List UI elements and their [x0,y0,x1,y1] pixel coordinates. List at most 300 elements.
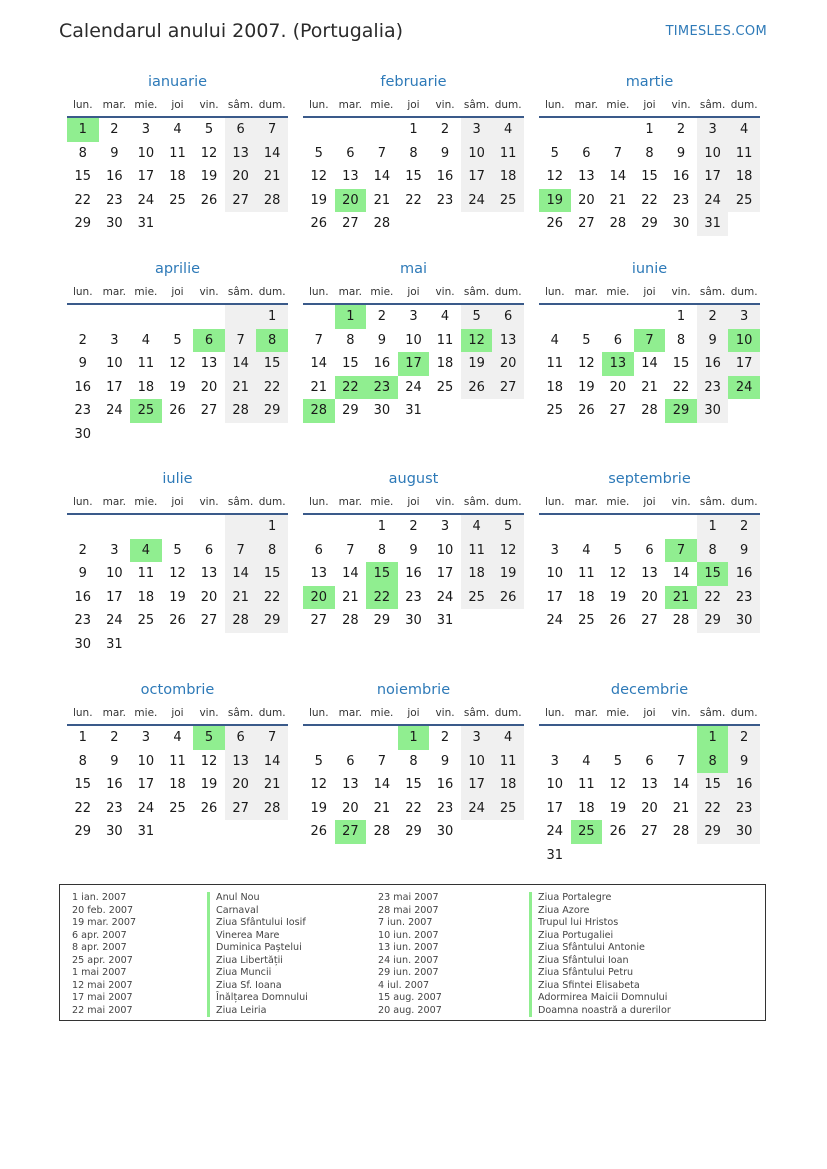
weekday-header [67,702,288,726]
day-cell: 11 [492,750,524,774]
day-cell: 30 [697,399,729,423]
weekday-label: dum. [258,707,286,719]
day-cell: 15 [74,777,92,793]
holiday-dates-right [378,892,442,1017]
weekday-label: vin. [435,99,455,111]
day-cell: 14 [609,169,627,185]
day-cell: 11 [461,539,493,563]
empty-cell [303,726,335,750]
week-row [539,562,760,586]
month-days [67,515,288,657]
day-cell: 7 [613,145,623,161]
weekday-label: mar. [102,99,127,111]
day-cell: 9 [440,753,450,769]
day-cell: 17 [436,566,454,582]
empty-cell [602,726,634,750]
day-cell: 16 [728,562,760,586]
empty-cell [461,609,493,633]
weekday-label: mar. [338,99,363,111]
month-days [539,515,760,633]
holiday-list [59,884,766,1021]
holiday-day-cell: 22 [335,376,367,400]
holiday-date: 13 iun. 2007 [378,942,439,953]
day-cell: 8 [697,539,729,563]
empty-cell [602,844,634,868]
day-cell: 27 [641,824,658,840]
month-days [539,726,760,868]
day-cell: 2 [110,122,119,137]
day-cell: 1 [409,122,418,137]
day-cell: 21 [256,165,288,189]
weekday-label: vin. [671,496,691,508]
weekday-header [539,281,760,305]
empty-cell [99,515,131,539]
day-cell: 7 [377,145,387,161]
weekday-header [539,702,760,726]
holiday-names-right [529,892,671,1017]
day-cell: 28 [609,216,627,232]
day-cell: 26 [609,613,627,629]
day-cell: 23 [436,800,454,816]
holiday-date: 25 apr. 2007 [72,954,133,966]
day-cell: 19 [609,800,627,816]
week-row [303,165,524,189]
weekday-label: lun. [544,99,565,111]
day-cell: 15 [74,169,92,185]
weekday-label: dum. [494,707,522,719]
day-cell: 8 [409,753,418,769]
empty-cell [492,399,524,423]
day-cell: 24 [697,189,729,213]
day-cell: 13 [641,566,658,582]
day-cell: 30 [106,824,123,840]
empty-cell [571,118,603,142]
weekday-label: sâm. [227,99,254,111]
day-cell: 30 [436,824,454,840]
week-row [303,118,524,142]
weekday-label: joi [407,707,420,719]
day-cell: 4 [550,332,559,348]
day-cell: 12 [578,356,595,372]
day-cell: 17 [106,379,123,395]
holiday-day-cell: 21 [665,586,697,610]
day-cell: 23 [106,800,123,816]
weekday-label: mie. [134,286,158,298]
day-cell: 7 [676,753,686,769]
month-martie [539,72,760,236]
week-row [303,212,524,236]
week-row [67,797,288,821]
month-ianuarie [67,72,288,236]
day-cell: 4 [141,332,151,348]
day-cell: 5 [582,332,591,348]
day-cell: 6 [204,542,214,558]
site-link[interactable]: TIMESLES.COM [665,24,767,39]
holiday-day-cell: 12 [461,329,493,353]
day-cell: 13 [310,566,328,582]
week-row [67,562,288,586]
week-row [303,515,524,539]
empty-cell [99,423,131,447]
day-cell: 23 [405,589,422,605]
day-cell: 28 [672,824,690,840]
day-cell: 22 [74,192,92,208]
day-cell: 25 [169,800,186,816]
weekday-label: sâm. [699,286,726,298]
empty-cell [366,118,398,142]
holiday-name: Ziua Libertății [207,955,308,968]
day-cell: 24 [546,824,564,840]
empty-cell [571,844,603,868]
day-cell: 2 [728,515,760,539]
day-cell: 27 [225,189,257,213]
day-cell: 10 [546,566,564,582]
day-cell: 5 [173,542,182,558]
day-cell: 21 [609,192,627,208]
weekday-header [67,491,288,515]
day-cell: 9 [377,332,387,348]
weekday-label: sâm. [227,496,254,508]
weekday-label: vin. [435,286,455,298]
day-cell: 8 [409,145,418,161]
day-cell: 2 [440,730,450,745]
day-cell: 27 [609,403,627,419]
week-row [67,142,288,166]
day-cell: 31 [137,824,155,840]
week-row [303,750,524,774]
day-cell: 22 [256,586,288,610]
holiday-name: Ziua Sfintei Elisabeta [529,980,671,993]
empty-cell [193,820,225,844]
week-row [67,118,288,142]
day-cell: 19 [609,589,627,605]
empty-cell [256,212,288,236]
day-cell: 27 [342,216,359,232]
day-cell: 10 [106,566,123,582]
day-cell: 5 [492,515,524,539]
day-cell: 21 [342,589,359,605]
day-cell: 16 [106,169,123,185]
week-row [303,142,524,166]
empty-cell [429,399,461,423]
day-cell: 9 [110,753,119,769]
weekday-label: sâm. [699,99,726,111]
day-cell: 1 [78,730,87,745]
day-cell: 20 [641,589,658,605]
month-august [303,469,524,633]
week-row [303,539,524,563]
month-februarie [303,72,524,236]
week-row [303,399,524,423]
day-cell: 8 [78,753,87,769]
day-cell: 25 [169,192,186,208]
day-cell: 4 [461,515,493,539]
week-row [539,376,760,400]
empty-cell [225,820,257,844]
day-cell: 30 [672,216,690,232]
day-cell: 26 [492,586,524,610]
empty-cell [256,820,288,844]
holiday-name: Doamna noastră a durerilor [529,1005,671,1018]
day-cell: 13 [225,142,257,166]
day-cell: 26 [200,192,218,208]
day-cell: 23 [74,403,92,419]
holiday-name: Vinerea Mare [207,930,308,943]
week-row [539,165,760,189]
day-cell: 12 [310,777,328,793]
day-cell: 29 [641,216,658,232]
day-cell: 8 [256,539,288,563]
day-cell: 6 [492,305,524,329]
day-cell: 6 [582,145,591,161]
holiday-name: Înălțarea Domnului [207,992,308,1005]
day-cell: 26 [200,800,218,816]
day-cell: 21 [310,379,328,395]
empty-cell [634,515,666,539]
week-row [539,142,760,166]
weekday-label: joi [171,286,184,298]
month-days [67,305,288,447]
day-cell: 8 [645,145,654,161]
weekday-header [67,281,288,305]
day-cell: 29 [256,609,288,633]
empty-cell [728,844,760,868]
empty-cell [665,726,697,750]
day-cell: 3 [461,726,493,750]
day-cell: 4 [492,726,524,750]
weekday-label: sâm. [699,707,726,719]
day-cell: 31 [106,636,123,652]
day-cell: 29 [74,824,92,840]
holiday-day-cell: 1 [697,726,729,750]
holiday-day-cell: 29 [665,399,697,423]
week-row [539,773,760,797]
day-cell: 27 [492,376,524,400]
day-cell: 30 [728,820,760,844]
day-cell: 18 [461,562,493,586]
holiday-day-cell: 6 [193,329,225,353]
week-row [67,726,288,750]
day-cell: 28 [256,797,288,821]
empty-cell [225,633,257,657]
day-cell: 17 [546,800,564,816]
day-cell: 6 [645,542,654,558]
day-cell: 1 [676,309,686,324]
day-cell: 6 [346,145,355,161]
day-cell: 31 [697,212,729,236]
holiday-name: Ziua Sfântului Petru [529,967,671,980]
week-row [539,820,760,844]
weekday-label: mie. [134,496,158,508]
week-row [539,539,760,563]
day-cell: 9 [676,145,686,161]
day-cell: 3 [550,753,559,769]
holiday-date: 29 iun. 2007 [378,967,439,978]
empty-cell [492,820,524,844]
day-cell: 21 [641,379,658,395]
day-cell: 22 [256,376,288,400]
day-cell: 2 [377,309,387,324]
holiday-day-cell: 28 [303,399,335,423]
empty-cell [162,423,194,447]
day-cell: 12 [310,169,328,185]
day-cell: 11 [169,145,186,161]
holiday-name: Ziua Portugaliei [529,930,671,943]
empty-cell [429,212,461,236]
weekday-label: vin. [671,99,691,111]
empty-cell [461,212,493,236]
day-cell: 18 [546,379,564,395]
empty-cell [571,305,603,329]
day-cell: 16 [728,773,760,797]
day-cell: 17 [137,169,155,185]
day-cell: 22 [697,797,729,821]
day-cell: 5 [613,542,623,558]
day-cell: 6 [346,753,355,769]
holiday-day-cell: 8 [697,750,729,774]
day-cell: 13 [225,750,257,774]
empty-cell [225,305,257,329]
day-cell: 16 [373,356,391,372]
holiday-day-cell: 25 [571,820,603,844]
month-name: martie [625,74,674,90]
empty-cell [634,844,666,868]
weekday-label: sâm. [699,496,726,508]
day-cell: 20 [200,379,218,395]
day-cell: 13 [641,777,658,793]
weekday-label: mie. [134,707,158,719]
week-row [67,329,288,353]
day-cell: 17 [137,777,155,793]
weekday-label: vin. [671,707,691,719]
weekday-label: mie. [606,99,630,111]
day-cell: 21 [225,376,257,400]
weekday-label: dum. [258,496,286,508]
empty-cell [130,305,162,329]
day-cell: 19 [169,379,186,395]
month-name: mai [399,261,428,277]
day-cell: 31 [405,403,422,419]
empty-cell [162,633,194,657]
day-cell: 7 [256,726,288,750]
weekday-label: mie. [370,286,394,298]
day-cell: 22 [672,379,690,395]
day-cell: 14 [641,356,658,372]
day-cell: 20 [342,800,359,816]
day-cell: 2 [110,730,119,745]
weekday-label: dum. [494,496,522,508]
day-cell: 20 [578,192,595,208]
week-row [539,352,760,376]
day-cell: 2 [676,122,686,137]
week-row [67,165,288,189]
day-cell: 3 [141,730,151,745]
weekday-header [303,702,524,726]
empty-cell [225,212,257,236]
day-cell: 27 [310,613,328,629]
week-row [539,797,760,821]
day-cell: 13 [578,169,595,185]
day-cell: 26 [461,376,493,400]
day-cell: 20 [492,352,524,376]
day-cell: 14 [342,566,359,582]
weekday-label: sâm. [227,286,254,298]
weekday-label: mar. [338,707,363,719]
holiday-date: 12 mai 2007 [72,979,133,991]
day-cell: 10 [461,142,493,166]
day-cell: 8 [78,145,87,161]
week-row [67,399,288,423]
day-cell: 18 [492,773,524,797]
holiday-name: Ziua Sfântului Ioan [529,955,671,968]
day-cell: 22 [641,192,658,208]
weekday-label: mie. [370,496,394,508]
day-cell: 10 [405,332,422,348]
empty-cell [539,515,571,539]
day-cell: 3 [728,305,760,329]
weekday-label: mar. [338,286,363,298]
weekday-label: joi [643,496,656,508]
day-cell: 8 [346,332,355,348]
day-cell: 18 [436,356,454,372]
day-cell: 5 [204,122,214,137]
day-cell: 28 [225,399,257,423]
day-cell: 3 [550,542,559,558]
empty-cell [193,305,225,329]
week-row [67,633,288,657]
day-cell: 30 [74,636,92,652]
empty-cell [193,633,225,657]
weekday-label: mie. [606,707,630,719]
weekday-label: mar. [574,707,599,719]
weekday-label: mar. [338,496,363,508]
holiday-day-cell: 15 [697,562,729,586]
day-cell: 2 [78,542,87,558]
holiday-date: 4 iul. 2007 [378,979,430,991]
month-aprilie [67,259,288,447]
day-cell: 16 [436,169,454,185]
month-days [539,305,760,423]
empty-cell [335,726,367,750]
day-cell: 12 [169,356,186,372]
day-cell: 9 [110,145,119,161]
day-cell: 30 [74,426,92,442]
week-row [67,586,288,610]
day-cell: 25 [578,613,595,629]
weekday-label: vin. [435,707,455,719]
month-noiembrie [303,680,524,844]
day-cell: 16 [74,589,92,605]
day-cell: 2 [409,519,418,534]
day-cell: 5 [173,332,182,348]
day-cell: 14 [256,142,288,166]
week-row [67,376,288,400]
empty-cell [539,726,571,750]
weekday-label: joi [643,286,656,298]
day-cell: 1 [697,515,729,539]
empty-cell [602,118,634,142]
holiday-date: 8 apr. 2007 [72,942,127,953]
day-cell: 29 [405,824,422,840]
empty-cell [193,515,225,539]
day-cell: 26 [546,216,564,232]
empty-cell [303,305,335,329]
month-mai [303,259,524,423]
month-name: iulie [162,471,193,487]
holiday-date: 1 mai 2007 [72,967,127,978]
empty-cell [67,305,99,329]
empty-cell [571,515,603,539]
